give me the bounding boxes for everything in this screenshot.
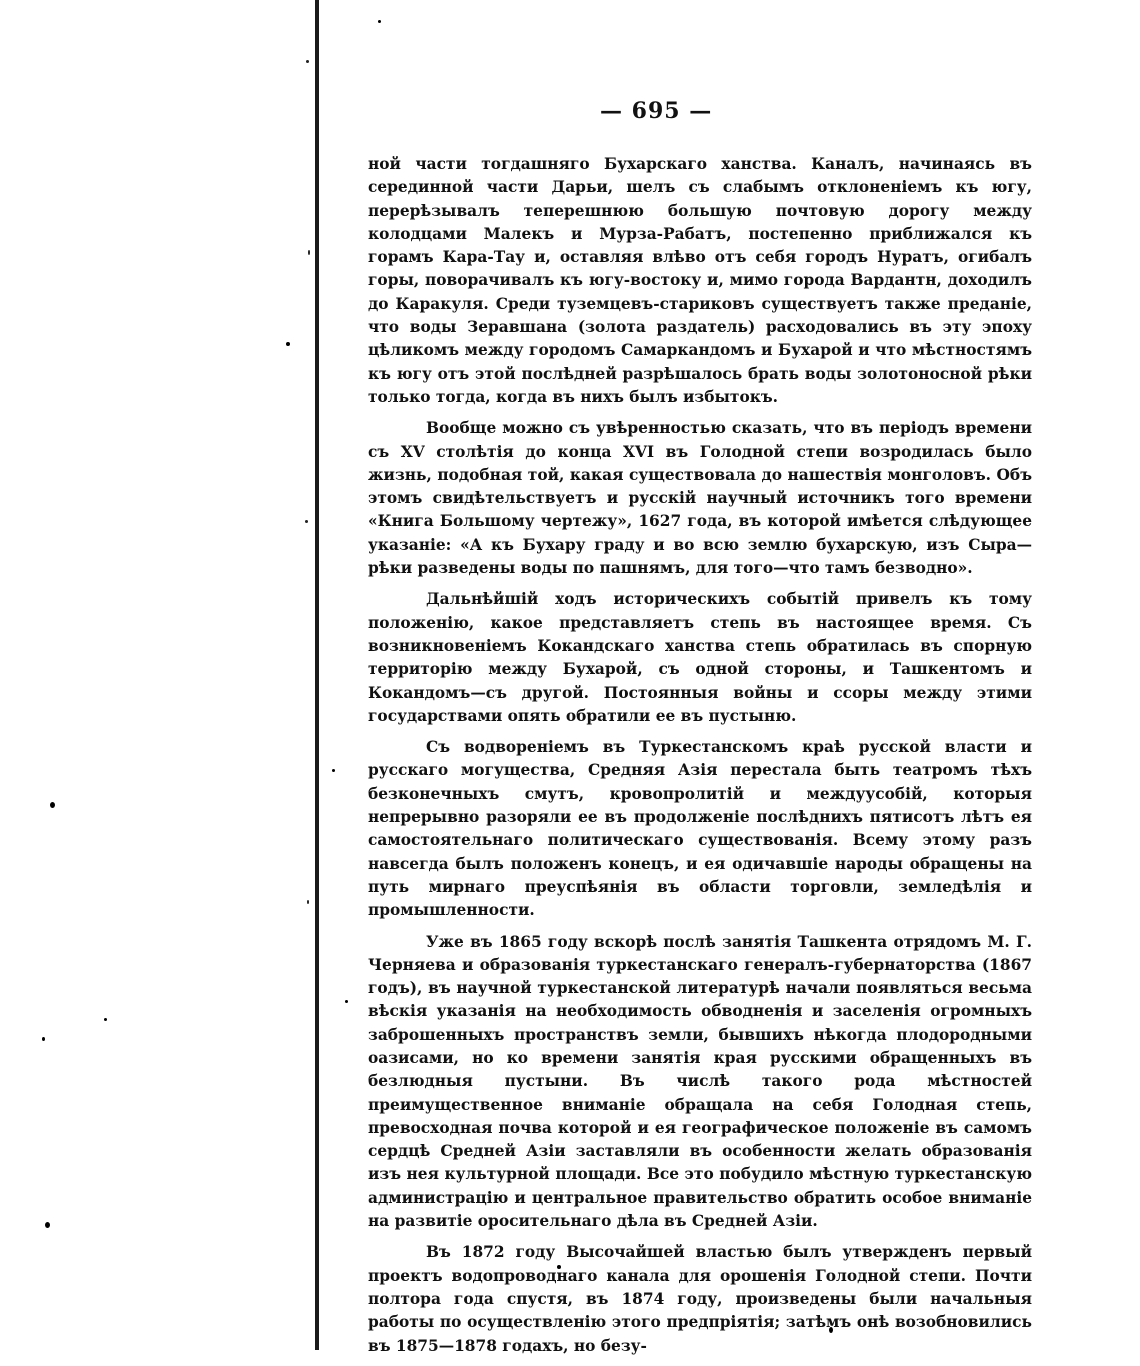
paragraph: Въ 1872 году Высочайшей властью былъ утвержденъ первый проектъ водопроводнаго канала для орошенія Голодной степи. Почти полтора года спустя, въ 1874 году, произведены были начальныя работы по осуществленію этого предпріятія; затѣмъ онѣ возобновились въ 1875—1878 годахъ, но безу- (368, 1243, 1032, 1355)
binding-speck (308, 250, 310, 255)
binding-speck (306, 60, 309, 63)
ink-speck (104, 1018, 107, 1021)
ink-speck (50, 802, 55, 808)
page-number: — 695 — (600, 98, 713, 124)
ink-speck (378, 20, 381, 23)
page-binding-edge (315, 0, 319, 1350)
binding-speck (307, 900, 309, 904)
paragraph: Дальнѣйшій ходъ историческихъ событій привелъ къ тому положенію, какое представляетъ степь въ настоящее время. Съ возникновеніемъ Кокандскаго ханства степь обратилась въ спорную территорію между Бухарой, съ одной стороны, и Ташкентомъ и Кокандомъ—съ другой. Постоянныя войны и ссоры между этими государствами опять обратили ее въ пустыню. (368, 590, 1032, 725)
paragraph: Вообще можно съ увѣренностью сказать, что въ періодъ времени съ XV столѣтія до конца XVI въ Голодной степи возродилась было жизнь, подобная той, какая существовала до нашествія монголовъ. Объ этомъ свидѣтельствуетъ и русскій научный источникъ того времени «Книга Большому чертежу», 1627 года, въ которой имѣется слѣдующее указаніе: «А къ Бухару граду и во всю землю бухарскую, изъ Сыра—рѣки разведены воды по пашнямъ, для того—что тамъ безводно». (368, 419, 1032, 578)
ink-speck (332, 769, 335, 772)
ink-speck (45, 1222, 50, 1228)
body-text (368, 153, 1032, 1366)
paragraph: Уже въ 1865 году вскорѣ послѣ занятія Ташкента отрядомъ М. Г. Черняева и образованія туркестанскаго генералъ-губернаторства (1867 годъ), въ научной туркестанской литературѣ начали появляться весьма вѣскія указанія на необходимость обводненія и заселенія огромныхъ заброшенныхъ пространствъ земли, бывшихъ нѣкогда плодородными оазисами, но ко времени занятія края русскими обращенныхъ въ безлюдныя пустыни. Въ числѣ такого рода мѣстностей преимущественное вниманіе обращала на себя Голодная степь, превосходная почва которой и ея географическое положеніе въ самомъ сердцѣ Средней Азіи заставляли въ особенности желать образованія изъ нея культурной площади. Все это побудило мѣстную туркестанскую администрацію и центральное правительство обратить особое вниманіе на развитіе оросительнаго дѣла въ Средней Азіи. (368, 932, 1032, 1231)
ink-speck (345, 1000, 348, 1003)
paragraph: Съ водвореніемъ въ Туркестанскомъ краѣ русской власти и русскаго могущества, Средняя Азія перестала быть театромъ тѣхъ безконечныхъ смутъ, кровопролитій и междуусобій, которыя непрерывно разоряли ее въ продолженіе послѣднихъ пятисотъ лѣтъ ея самостоятельнаго политическаго существованія. Всему этому разъ навсегда былъ положенъ конецъ, и ея одичавшіе народы обращены на путь мирнаго преуспѣянія въ области торговли, земледѣлія и промышленности. (368, 738, 1032, 920)
ink-speck (42, 1037, 45, 1041)
paragraph-continuation: ной части тогдашняго Бухарскаго ханства. Каналъ, начинаясь въ серединной части Дарьи, шелъ съ слабымъ отклоненіемъ къ югу, перерѣзывалъ теперешнюю большую почтовую дорогу между колодцами Малекъ и Мурза-Рабатъ, постепенно приближался къ горамъ Кара-Тау и, оставляя влѣво отъ себя городъ Нуратъ, огибалъ горы, поворачивалъ къ югу-востоку и, мимо города Вардантн, доходилъ до Каракуля. Среди туземцевъ-стариковъ существуетъ также преданіе, что воды Зеравшана (золота раздатель) расходовались въ эту эпоху цѣликомъ между городомъ Самаркандомъ и Бухарой и что мѣстностямъ къ югу отъ этой послѣдней разрѣшалось брать воды золотоносной рѣки только тогда, когда въ нихъ былъ избытокъ. (368, 155, 1032, 406)
ink-speck (286, 342, 290, 346)
binding-speck (305, 520, 308, 523)
